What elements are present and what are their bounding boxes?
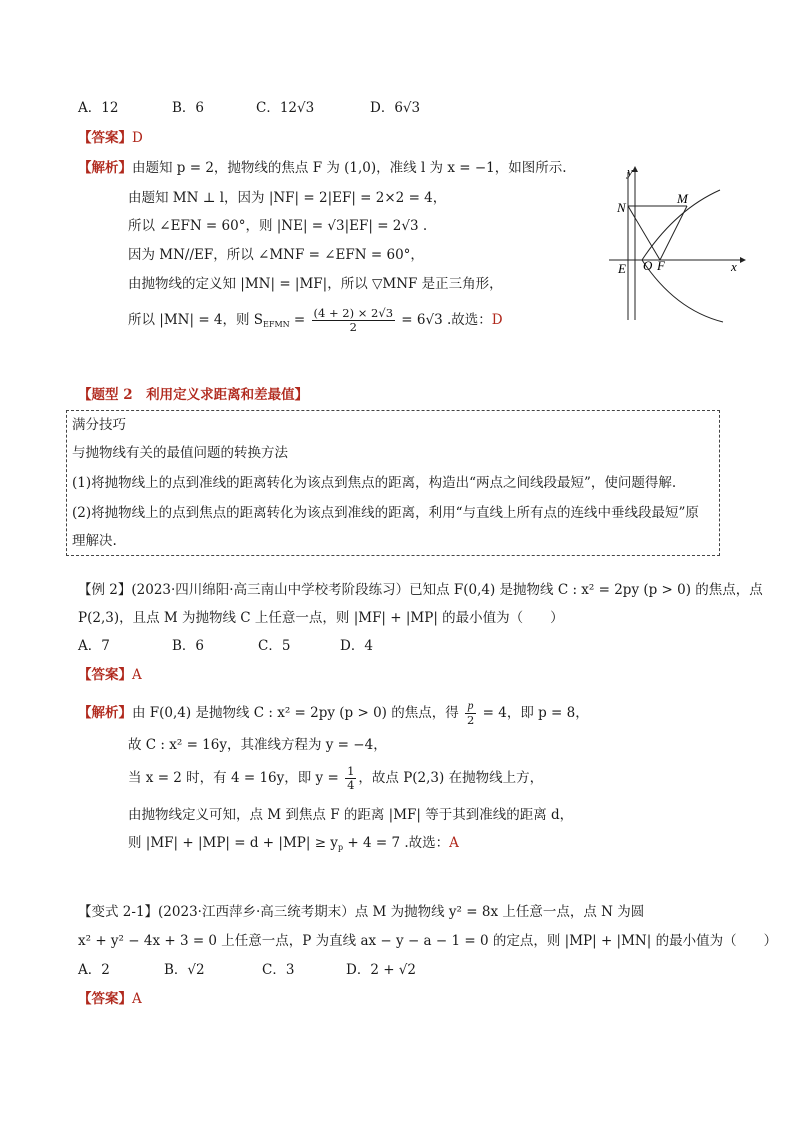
equals-sign: = bbox=[289, 312, 310, 328]
final-answer: A bbox=[449, 835, 459, 851]
q1-options bbox=[78, 98, 420, 118]
segment-mf bbox=[660, 206, 687, 260]
q1-analysis-line-5: 由抛物线的定义知 |MN| = |MF|，所以 ▽MNF 是正三角形， bbox=[128, 276, 503, 292]
analysis-label: 【解析】 bbox=[78, 705, 132, 721]
ex2-analysis-line-5 bbox=[128, 833, 459, 858]
var21-stem-line-1: 【变式 2-1】(2023·江西萍乡·高三统考期末）点 M 为抛物线 y² = 8x 上任意一点，点 N 为圆 bbox=[78, 904, 645, 920]
fraction-numerator: (4 + 2) × 2√3 bbox=[313, 306, 394, 320]
q1-answer bbox=[78, 128, 143, 148]
var21-option-d: D．2 + √2 bbox=[346, 962, 416, 978]
area-fraction bbox=[312, 307, 395, 334]
answer-value: A bbox=[132, 667, 142, 683]
segment-nf bbox=[628, 206, 660, 260]
analysis-label: 【解析】 bbox=[78, 160, 132, 176]
tips-line-4: 理解决. bbox=[72, 533, 117, 549]
fraction-numerator: p bbox=[465, 700, 476, 714]
q1-analysis-line-3: 所以 ∠EFN = 60°，则 |NE| = √3|EF| = 2√3 . bbox=[128, 218, 428, 234]
ex2-option-b: B．6 bbox=[172, 638, 205, 654]
q1-analysis-line-2: 由题知 MN ⊥ l，因为 |NF| = 2|EF| = 2×2 = 4， bbox=[128, 190, 447, 206]
y-subscript: p bbox=[337, 843, 344, 852]
answer-label: 【答案】 bbox=[78, 667, 132, 683]
x-axis-arrow bbox=[740, 257, 746, 263]
q1-option-d: D．6√3 bbox=[370, 100, 421, 116]
final-answer: D bbox=[491, 312, 503, 328]
fraction-denominator: 2 bbox=[467, 713, 475, 727]
ex2-option-c: C．5 bbox=[258, 638, 291, 654]
analysis-text: 则 |MF| + |MP| = d + |MP| ≥ y bbox=[128, 835, 338, 851]
analysis-text-2: = 4，即 p = 8， bbox=[478, 705, 589, 721]
label-x: x bbox=[731, 259, 737, 274]
label-f: F bbox=[657, 258, 665, 273]
label-o: O bbox=[643, 258, 653, 273]
section-title: 【题型 2 利用定义求距离和差最值】 bbox=[78, 387, 309, 403]
var21-stem-line-2: x² + y² − 4x + 3 = 0 上任意一点，P 为直线 ax − y − a − 1 = 0 的定点，则 |MP| + |MN| 的最小值为（ ） bbox=[78, 933, 778, 949]
ex2-stem-line-1: 【例 2】(2023·四川绵阳·高三南山中学校考阶段练习）已知点 F(0,4) 是抛物线 C : x² = 2py (p > 0) 的焦点，点 bbox=[78, 582, 763, 598]
var21-options bbox=[78, 960, 416, 980]
analysis-text: 由 F(0,4) 是抛物线 C : x² = 2py (p > 0) 的焦点，得 bbox=[132, 705, 464, 721]
area-text: 所以 |MN| = 4，则 S bbox=[128, 312, 264, 328]
y-axis-arrow bbox=[632, 166, 638, 172]
q1-analysis-line-6 bbox=[128, 304, 503, 341]
label-m: M bbox=[677, 191, 688, 206]
q1-option-c: C．12√3 bbox=[256, 100, 315, 116]
ex2-analysis-line-3 bbox=[128, 763, 543, 793]
analysis-text: 由题知 p = 2，抛物线的焦点 F 为 (1,0)，准线 l 为 x = −1，如图所示. bbox=[132, 160, 567, 176]
fraction-denominator: 2 bbox=[349, 320, 357, 334]
tips-title: 满分技巧 bbox=[72, 417, 126, 433]
analysis-text-2: + 4 = 7 .故选： bbox=[343, 835, 450, 851]
p-half-fraction bbox=[465, 700, 476, 727]
label-y: y bbox=[627, 164, 633, 179]
ex2-analysis-line-2: 故 C : x² = 16y，其准线方程为 y = −4， bbox=[128, 737, 387, 753]
ex2-options bbox=[78, 636, 373, 656]
ex2-analysis-line-1 bbox=[78, 700, 589, 727]
var21-answer bbox=[78, 989, 142, 1009]
answer-label: 【答案】 bbox=[78, 991, 132, 1007]
tips-line-2: (1)将抛物线上的点到准线的距离转化为该点到焦点的距离，构造出“两点之间线段最短”，使问题得解. bbox=[72, 475, 677, 491]
answer-value: D bbox=[132, 130, 143, 146]
answer-label: 【答案】 bbox=[78, 130, 132, 146]
q1-analysis-line-1 bbox=[78, 158, 567, 178]
answer-value: A bbox=[132, 991, 142, 1007]
label-e: E bbox=[618, 261, 626, 276]
analysis-text-2: ，故点 P(2,3) 在抛物线上方， bbox=[358, 770, 544, 786]
label-n: N bbox=[617, 200, 626, 215]
tips-line-1: 与抛物线有关的最值问题的转换方法 bbox=[72, 445, 288, 461]
ex2-answer bbox=[78, 665, 142, 685]
var21-option-a: A．2 bbox=[78, 962, 110, 978]
q1-option-b: B．6 bbox=[172, 100, 205, 116]
var21-option-b: B．√2 bbox=[164, 962, 205, 978]
quarter-fraction bbox=[345, 765, 356, 792]
ex2-option-a: A．7 bbox=[78, 638, 110, 654]
parabola-curve bbox=[642, 190, 723, 322]
analysis-text: 当 x = 2 时，有 4 = 16y，即 y = bbox=[128, 770, 344, 786]
q1-option-a: A．12 bbox=[78, 100, 119, 116]
ex2-option-d: D．4 bbox=[340, 638, 373, 654]
q1-analysis-line-4: 因为 MN//EF，所以 ∠MNF = ∠EFN = 60°， bbox=[128, 247, 424, 263]
fraction-numerator: 1 bbox=[347, 764, 355, 778]
ex2-analysis-line-4: 由抛物线定义可知，点 M 到焦点 F 的距离 |MF| 等于其到准线的距离 d， bbox=[128, 807, 574, 823]
tips-line-3: (2)将抛物线上的点到焦点的距离转化为该点到准线的距离，利用“与直线上所有点的连线中垂线段最短”原 bbox=[72, 505, 699, 521]
ex2-stem-line-2: P(2,3)，且点 M 为抛物线 C 上任意一点，则 |MF| + |MP| 的最小值为（ ） bbox=[78, 610, 564, 626]
result-text: = 6√3 .故选： bbox=[397, 312, 492, 328]
fraction-denominator: 4 bbox=[347, 778, 355, 792]
parabola-figure bbox=[605, 160, 755, 325]
area-subscript: EFMN bbox=[263, 320, 290, 329]
var21-option-c: C．3 bbox=[262, 962, 295, 978]
